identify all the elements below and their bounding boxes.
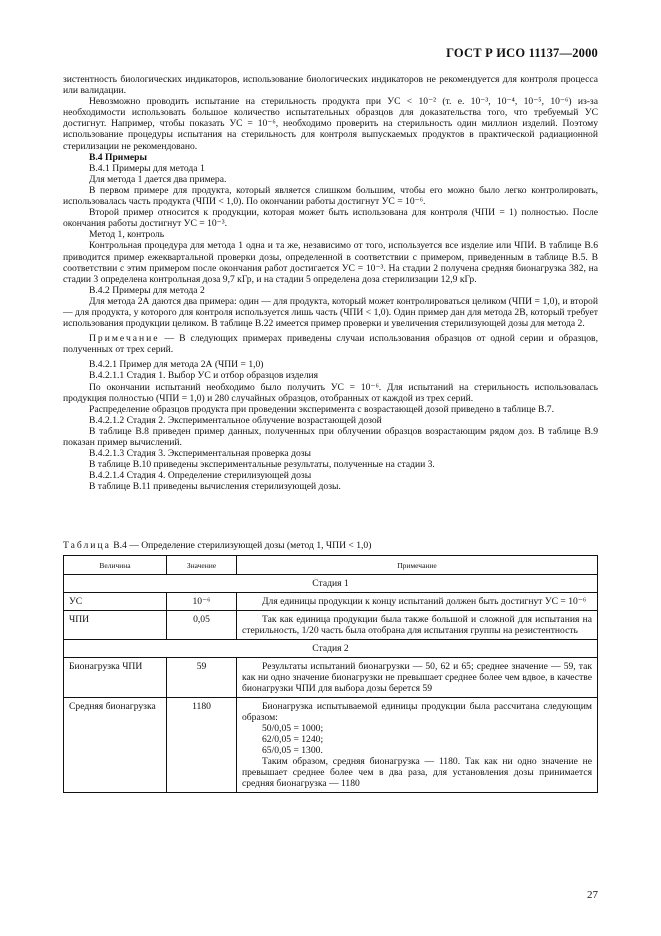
paragraph: Контрольная процедура для метода 1 одна и та же, независимо от того, используется все изделие или ЧПИ. В таблице В.6 приводится пример ежеквартальной проверки дозы, определенной в соответствии с примером, приведенным в таблице В.5. В соответствии с этим примером после окончания работ достигается УС = 10⁻³. На стадии 2 получена средняя бионагрузка 382, на стадии 3 определена контрольная доза 9,7 кГр, и на стадии 5 определена доза стерилизации 12,9 кГр. (63, 240, 598, 285)
stage-row (64, 575, 598, 593)
note-text: Бионагрузка испытываемой единицы продукции была рассчитана следующим образом: (242, 701, 592, 723)
subsection-heading: В.4.2.1.3 Стадия 3. Экспериментальная проверка дозы (89, 448, 312, 460)
stage-row (64, 640, 598, 658)
paragraph: Метод 1, контроль (89, 229, 165, 241)
cell-note (237, 658, 598, 698)
cell-note (237, 593, 598, 611)
subsection-heading: В.4.2.1.1 Стадия 1. Выбор УС и отбор образцов изделия (89, 370, 319, 382)
cell-note (237, 611, 598, 640)
paragraph: В таблице В.8 приведен пример данных, полученных при облучении образцов возрастающим рядом доз. В таблице В.9 показан пример вычислений. (63, 425, 598, 448)
table-row (64, 658, 598, 698)
column-header-note: Примечание (237, 556, 598, 575)
subsection-heading: В.4.2.1.2 Стадия 2. Экспериментальное облучение возрастающей дозой (89, 414, 382, 426)
subsection-heading: В.4.2.1 Пример для метода 2А (ЧПИ = 1,0) (89, 359, 264, 371)
document-body (63, 74, 598, 492)
note-text: Так как единица продукции была также большой и сложной для испытания на стерильность, 1/20 часть была отобрана для испытания группы на резистентность (242, 614, 592, 636)
table-header-row (64, 556, 598, 575)
subsection-heading: В.4.1 Примеры для метода 1 (89, 162, 205, 174)
subsection-heading: В.4.2.1.4 Стадия 4. Определение стерилизующей дозы (89, 470, 312, 482)
cell-note (237, 698, 598, 793)
cell-value: 1180 (167, 698, 237, 793)
table-row (64, 698, 598, 793)
cell-value: 59 (167, 658, 237, 698)
page-number: 27 (587, 889, 598, 901)
column-header-quantity: Величина (64, 556, 167, 575)
table-caption (63, 540, 371, 551)
table-row (64, 611, 598, 640)
stage-label: Стадия 1 (64, 575, 598, 593)
paragraph: Для метода 2А даются два примера: один — для продукта, который может контролироваться целиком (ЧПИ = 1,0), и второй — для продукта, у которого для контроля используется лишь часть (ЧПИ < 1,0). Один пример дан для метода 2В, который требует использования продукции целиком. В таблице В.22 имеется пример проверки и увеличения стерилизующей дозы для метода 2. (63, 295, 598, 330)
column-header-value: Значение (167, 556, 237, 575)
standard-header: ГОСТ Р ИСО 11137—2000 (446, 46, 598, 60)
table-caption-text: В.4 — Определение стерилизующей дозы (метод 1, ЧПИ < 1,0) (110, 540, 372, 551)
table-caption-label: Таблица (63, 540, 111, 551)
table-row (64, 593, 598, 611)
cell-quantity: УС (64, 593, 167, 611)
paragraph: По окончании испытаний необходимо было получить УС = 10⁻⁶. Для испытаний на стерильность использовалась продукция полностью (ЧПИ = 1,0) и 280 случайных образцов, отобранных от каждой из трех серий. (63, 381, 598, 404)
note-text: Для единицы продукции к концу испытаний должен быть достигнут УС = 10⁻⁶ (262, 596, 587, 607)
note (63, 333, 598, 355)
cell-quantity: ЧПИ (64, 611, 167, 640)
paragraph: Распределение образцов продукта при проведении эксперимента с возрастающей дозой приведено в таблице В.7. (89, 403, 554, 415)
note-text: — В следующих примерах приведены случаи использования образцов от одной серии и образцов, полученных от трех серий. (63, 333, 598, 356)
note-formula: 62/0,05 = 1240; (262, 734, 324, 745)
dose-table (63, 555, 598, 793)
note-label: Примечание (89, 333, 160, 345)
subsection-heading: В.4.2 Примеры для метода 2 (89, 284, 205, 296)
stage-label: Стадия 2 (64, 640, 598, 658)
note-formula: 65/0,05 = 1300. (262, 745, 323, 756)
paragraph: В таблице В.10 приведены экспериментальные результаты, полученные на стадии 3. (89, 459, 435, 471)
paragraph: В таблице В.11 приведены вычисления стерилизующей дозы. (89, 481, 341, 493)
cell-value: 0,05 (167, 611, 237, 640)
note-text: Таким образом, средняя бионагрузка — 1180. Так как ни одно значение не превышает среднее более чем в два раза, для установления дозы принимается средняя бионагрузка — 1180 (242, 756, 592, 789)
note-text: Результаты испытаний бионагрузки — 50, 62 и 65; среднее значение — 59, так как ни одно значение бионагрузки не превышает среднее более чем вдвое, в качестве бионагрузки ЧПИ для выбора дозы берется 59 (242, 661, 592, 694)
cell-value: 10⁻⁶ (167, 593, 237, 611)
paragraph: Невозможно проводить испытание на стерильность продукта при УС < 10⁻² (т. е. 10⁻³, 10⁻⁴, 10⁻⁵, 10⁻⁶) из-за необходимости использовать большое количество испытательных образцов для доказательства того, что требуемый УС достигнут. Например, чтобы показать УС = 10⁻⁶, необходимо проверить на стерильность один миллион изделий. Поэтому использование процедуры испытания на стерильность для контроля выпускаемых продуктов в практической радиационной стерилизации не рекомендовано. (63, 96, 598, 152)
cell-quantity: Бионагрузка ЧПИ (64, 658, 167, 698)
paragraph: зистентность биологических индикаторов, использование биологических индикаторов не рекомендуется для контроля процесса или валидации. (63, 74, 598, 97)
section-heading: В.4 Примеры (89, 151, 147, 163)
paragraph: Для метода 1 дается два примера. (89, 173, 227, 185)
paragraph: В первом примере для продукта, который является слишком большим, чтобы его можно было легко контролировать, использовалась часть продукта (ЧПИ < 1,0). По окончании работы достигнут УС = 10⁻⁶. (63, 184, 598, 208)
paragraph: Второй пример относится к продукции, которая может быть использована для контроля (ЧПИ = 1) полностью. После окончания работы достигнут УС = 10⁻³. (63, 207, 598, 230)
cell-quantity: Средняя бионагрузка (64, 698, 167, 793)
note-formula: 50/0,05 = 1000; (262, 723, 324, 734)
